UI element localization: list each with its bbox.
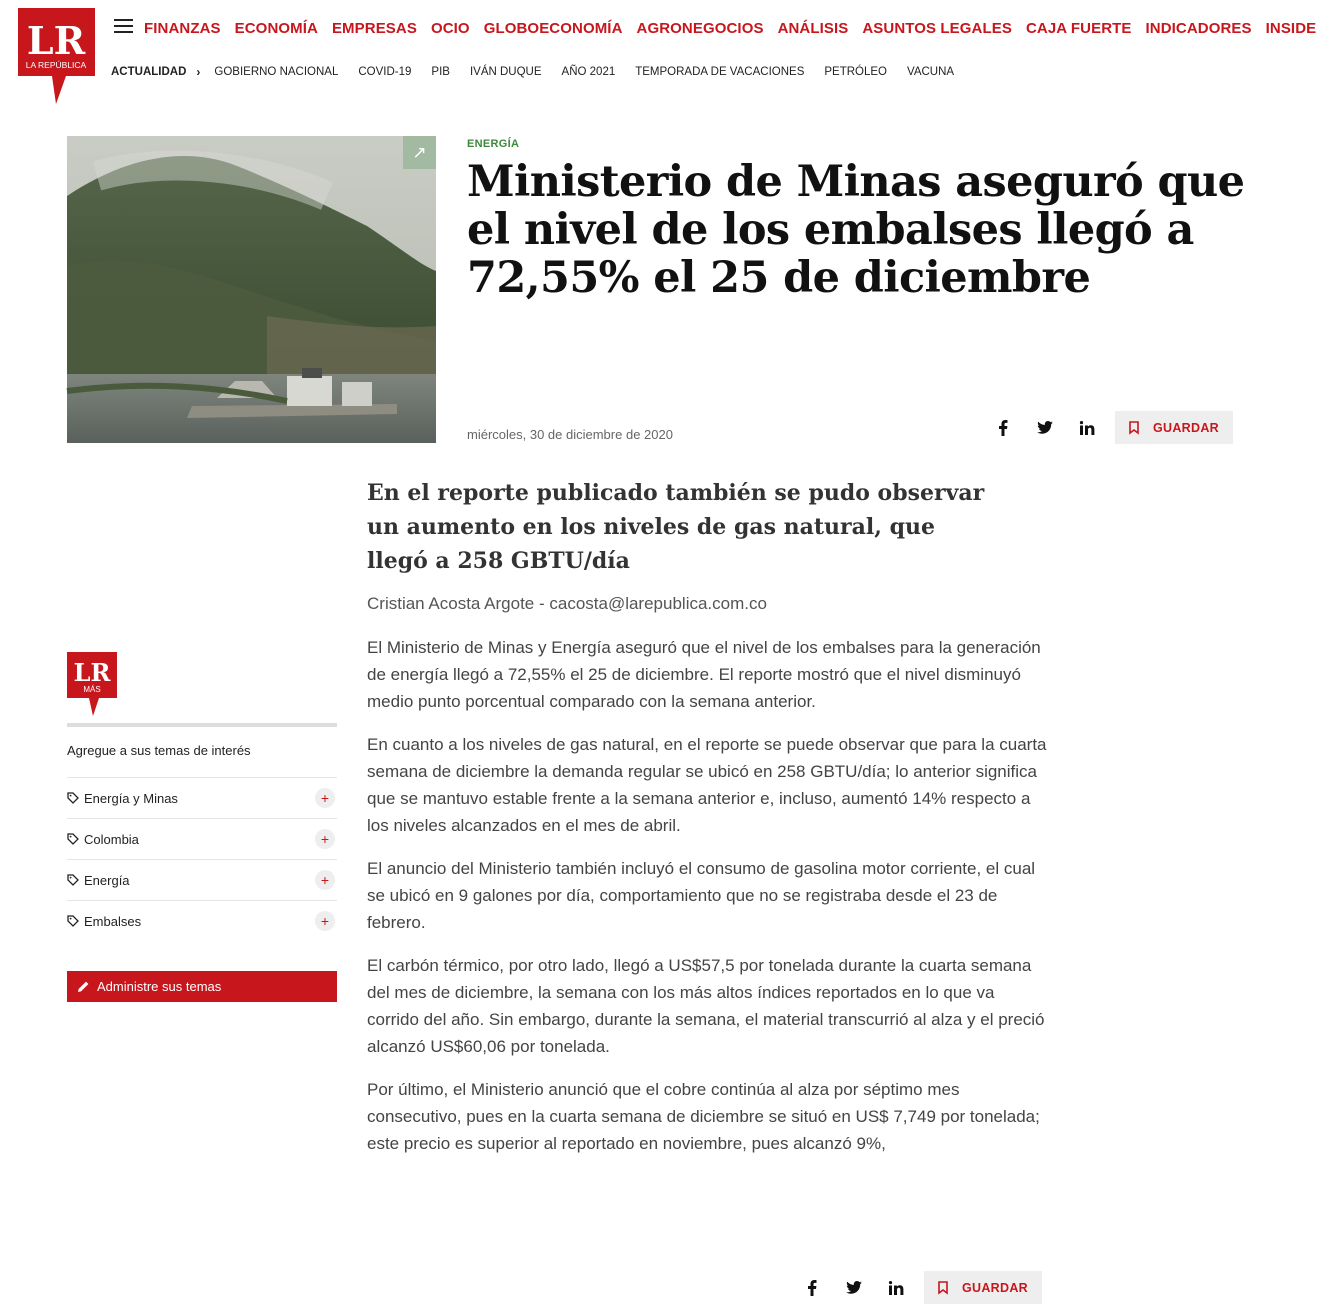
topic-item[interactable] [67, 818, 337, 859]
subnav-item-gobierno-nacional[interactable]: GOBIERNO NACIONAL [214, 66, 339, 78]
tag-icon [67, 874, 79, 886]
bookmark-icon [938, 1281, 948, 1294]
sidebar-divider [67, 723, 337, 727]
subnav-item-covid-19[interactable]: COVID-19 [358, 66, 412, 78]
save-button-label: GUARDAR [1153, 420, 1219, 435]
topic-item[interactable] [67, 859, 337, 900]
sub-nav [111, 65, 974, 79]
save-button[interactable] [924, 1271, 1042, 1304]
article-paragraph: Por último, el Ministerio anunció que el cobre continúa al alza por séptimo mes consecutivo, pues en la cuarta semana de diciembre se situó en US$ 7,749 por tonelada; este precio es superior al reportado en noviembre, pues alcanzó 9%, [367, 1080, 1040, 1153]
subnav-item-pib[interactable]: PIB [431, 66, 450, 78]
tag-icon [67, 792, 79, 804]
save-button[interactable] [1115, 411, 1233, 444]
share-bar-top [993, 411, 1233, 444]
nav-item-empresas[interactable]: EMPRESAS [331, 20, 417, 37]
subnav-item-ivan-duque[interactable]: IVÁN DUQUE [469, 66, 542, 78]
tag-icon [67, 915, 79, 927]
lr-mas-logo-subtext: MÁS [83, 685, 101, 694]
nav-item-inside[interactable]: INSIDE [1265, 20, 1317, 37]
subnav-current[interactable]: ACTUALIDAD [111, 66, 187, 78]
plus-icon[interactable]: + [315, 870, 335, 890]
article-paragraph: El carbón térmico, por otro lado, llegó a US$57,5 por tonelada durante la cuarta semana del mes de diciembre, la semana con los más altos índices reportados en lo que va corrido del año. Sin embargo, durante la semana, el material transcurrió al alza y el preció alcanzó US$60,06 por tonelada. [367, 956, 1045, 1056]
article-body [367, 634, 1047, 1173]
chevron-right-icon: › [196, 65, 201, 79]
article-lead: En el reporte publicado también se pudo observar un aumento en los niveles de gas natural, que llegó a 258 GBTU/día [367, 480, 985, 574]
plus-icon[interactable]: + [315, 829, 335, 849]
logo-text: LR [26, 18, 86, 63]
subnav-item-ano-2021[interactable]: AÑO 2021 [561, 66, 616, 78]
pencil-icon [78, 981, 89, 992]
save-button-label: GUARDAR [962, 1280, 1028, 1295]
sidebar-title: Agregue a sus temas de interés [67, 743, 251, 758]
nav-item-finanzas[interactable]: FINANZAS [144, 20, 221, 37]
topic-item[interactable] [67, 777, 337, 818]
topics-list [67, 777, 337, 941]
site-logo[interactable] [18, 8, 95, 104]
share-bar-bottom [802, 1271, 1042, 1304]
plus-icon[interactable]: + [315, 911, 335, 931]
nav-item-agronegocios[interactable]: AGRONEGOCIOS [636, 20, 764, 37]
expand-icon[interactable]: ↗ [403, 136, 436, 169]
article-image[interactable] [67, 136, 436, 443]
topic-label: Energía [84, 872, 130, 888]
article-paragraph: El anuncio del Ministerio también incluyó el consumo de gasolina motor corriente, el cual se ubicó en 9 galones por día, comportamiento que no se registraba desde el 23 de febrero. [367, 859, 1036, 932]
nav-item-analisis[interactable]: ANÁLISIS [777, 20, 849, 37]
topic-label: Embalses [84, 913, 142, 929]
linkedin-icon[interactable] [886, 1278, 906, 1298]
lr-mas-logo[interactable] [67, 652, 117, 721]
lr-mas-logo-text: LR [73, 658, 111, 687]
article-kicker[interactable]: ENERGÍA [467, 138, 520, 150]
facebook-icon[interactable] [993, 418, 1013, 438]
logo-subtext: LA REPÚBLICA [25, 60, 87, 70]
nav-item-ocio[interactable]: OCIO [430, 20, 470, 37]
manage-topics-label: Administre sus temas [97, 979, 222, 994]
linkedin-icon[interactable] [1077, 418, 1097, 438]
article-headline: Ministerio de Minas aseguró que el nivel de los embalses llegó a 72,55% el 25 de diciembre [467, 157, 1245, 303]
nav-item-caja-fuerte[interactable]: CAJA FUERTE [1025, 20, 1132, 37]
facebook-icon[interactable] [802, 1278, 822, 1298]
nav-item-indicadores[interactable]: INDICADORES [1145, 20, 1252, 37]
plus-icon[interactable]: + [315, 788, 335, 808]
nav-item-asuntos-legales[interactable]: ASUNTOS LEGALES [862, 20, 1012, 37]
topic-label: Energía y Minas [84, 790, 178, 806]
article-paragraph: El Ministerio de Minas y Energía aseguró que el nivel de los embalses para la generación de energía llegó a 72,55% el 25 de diciembre. El reporte mostró que el nivel disminuyó medio punto porcentual comparado con la semana anterior. [367, 638, 1041, 711]
subnav-item-temporada-vacaciones[interactable]: TEMPORADA DE VACACIONES [635, 66, 805, 78]
subnav-item-vacuna[interactable]: VACUNA [907, 66, 955, 78]
topic-item[interactable] [67, 900, 337, 941]
nav-item-globoeconomia[interactable]: GLOBOECONOMÍA [483, 20, 623, 37]
twitter-icon[interactable] [844, 1278, 864, 1298]
topic-label: Colombia [84, 831, 139, 847]
article-date: miércoles, 30 de diciembre de 2020 [467, 427, 673, 442]
article-paragraph: En cuanto a los niveles de gas natural, en el reporte se puede observar que para la cuarta semana de diciembre la demanda regular se ubicó en 258 GBTU/día; lo anterior significa que se mantuvo estable frente a la semana anterior e, incluso, aumentó 14% respecto a los niveles alcanzados en el mes de abril. [367, 735, 1047, 835]
manage-topics-button[interactable] [67, 971, 337, 1002]
nav-item-economia[interactable]: ECONOMÍA [234, 20, 318, 37]
subnav-item-petroleo[interactable]: PETRÓLEO [824, 66, 888, 78]
bookmark-icon [1129, 421, 1139, 434]
twitter-icon[interactable] [1035, 418, 1055, 438]
tag-icon [67, 833, 79, 845]
menu-icon[interactable] [114, 19, 133, 35]
article-byline[interactable]: Cristian Acosta Argote - cacosta@larepublica.com.co [367, 594, 767, 613]
main-nav [144, 20, 1330, 37]
